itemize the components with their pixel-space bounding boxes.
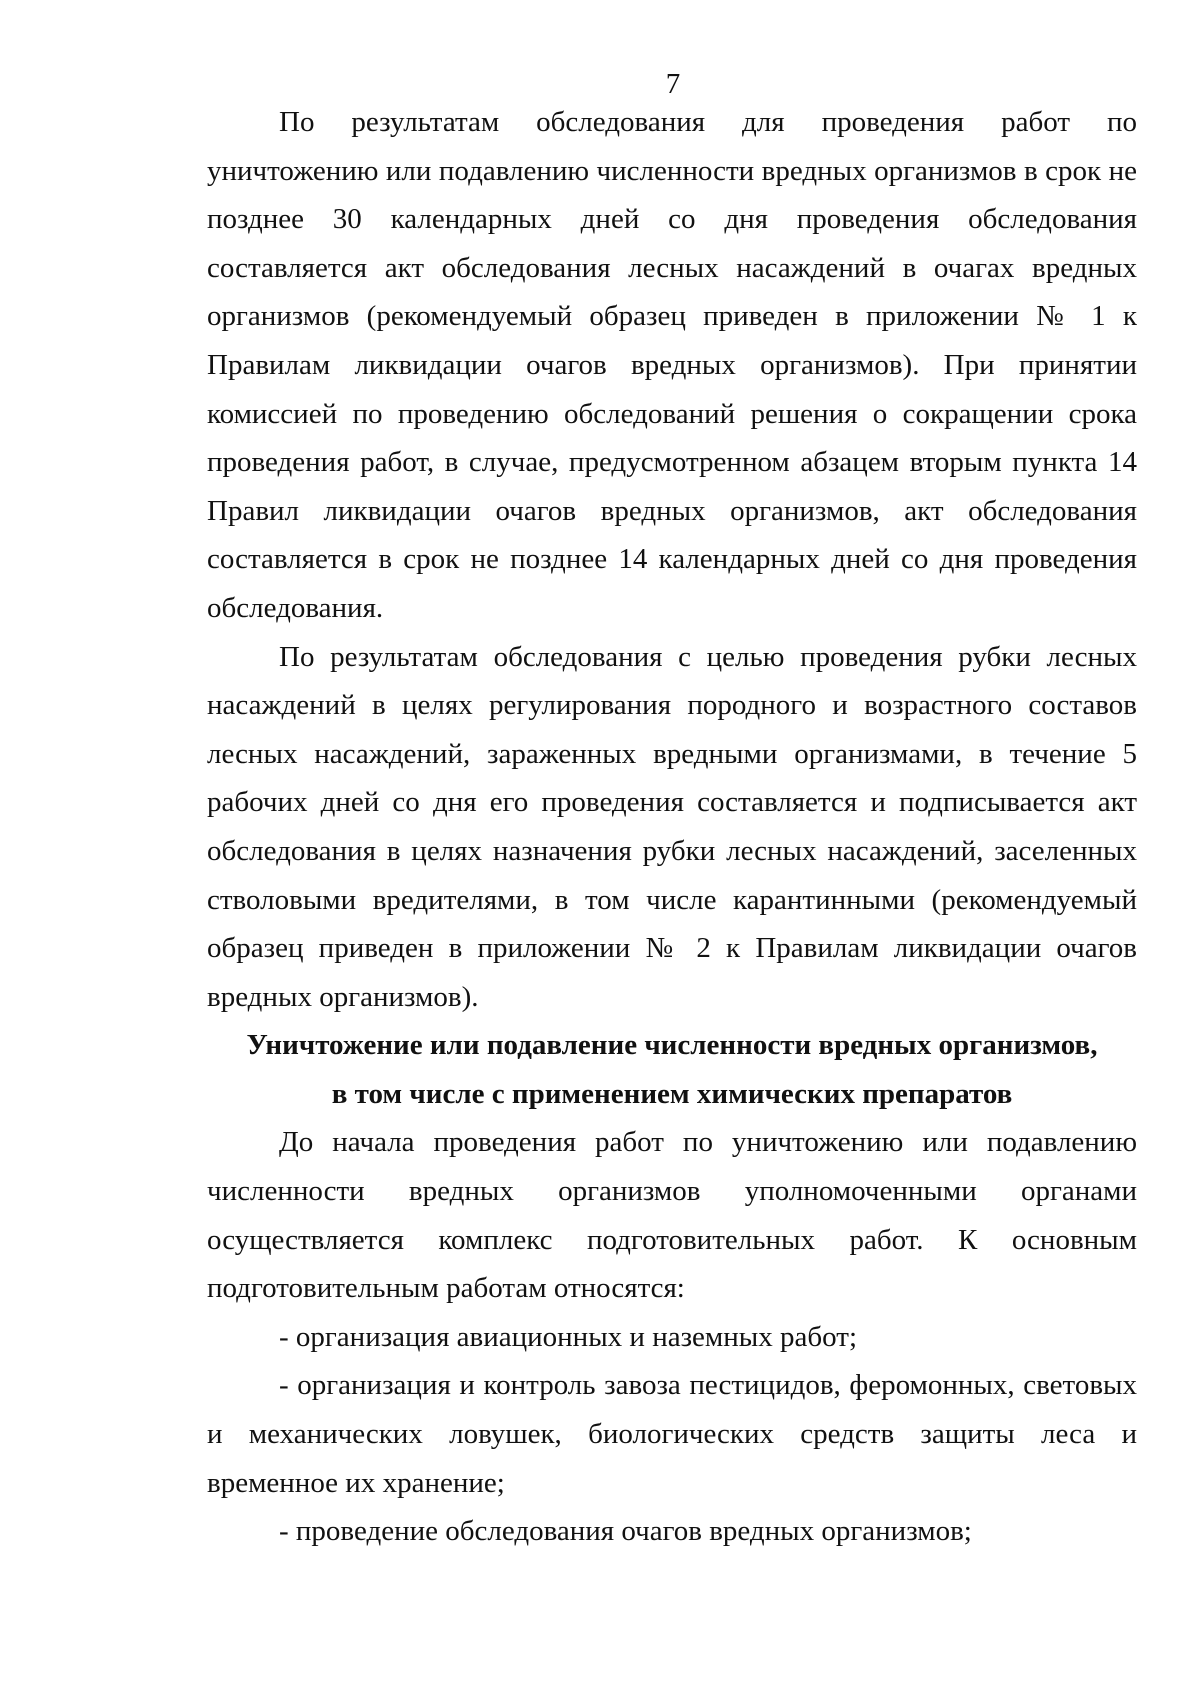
page-number: 7 xyxy=(665,68,681,100)
paragraph-felling-act: По результатам обследования с целью проведения рубки лесных насаждений в целях регулирования породного и возрастного составов лесных насаждений, зараженных вредными организмами, в течение 5 рабочих дней со дня его проведения составляется и подписывается акт обследования в целях назначения рубки лесных насаждений, заселенных стволовыми вредителями, в том числе карантинными (рекомендуемый образец приведен в приложении № 2 к Правилам ликвидации очагов вредных организмов). xyxy=(207,640,1137,1013)
section-heading-line-2: в том числе с применением химических препаратов xyxy=(331,1077,1013,1110)
paragraph-survey-act: По результатам обследования для проведения работ по уничтожению или подавлению численности вредных организмов в срок не позднее 30 календарных дней со дня проведения обследования составляется акт обследования лесных насаждений в очагах вредных организмов (рекомендуемый образец приведен в приложении № 1 к Правилам ликвидации очагов вредных организмов). При принятии комиссией по проведению обследований решения о сокращении срока проведения работ, в случае, предусмотренном абзацем вторым пункта 14 Правил ликвидации очагов вредных организмов, акт обследования составляется в срок не позднее 14 календарных дней со дня проведения обследования. xyxy=(207,106,1137,624)
document-body xyxy=(207,98,1137,1556)
list-item: - организация авиационных и наземных работ; xyxy=(279,1320,858,1353)
list-item: - проведение обследования очагов вредных организмов; xyxy=(279,1515,972,1548)
paragraph-preparatory-works: До начала проведения работ по уничтожению или подавлению численности вредных организмов уполномоченными органами осуществляется комплекс подготовительных работ. К основным подготовительным работам относятся: xyxy=(207,1126,1137,1305)
list-item: - организация и контроль завоза пестицидов, феромонных, световых и механических ловушек, биологических средств защиты леса и временное их хранение; xyxy=(207,1369,1137,1499)
section-heading-line-1: Уничтожение или подавление численности вредных организмов, xyxy=(246,1029,1098,1062)
section-heading xyxy=(207,1021,1137,1118)
